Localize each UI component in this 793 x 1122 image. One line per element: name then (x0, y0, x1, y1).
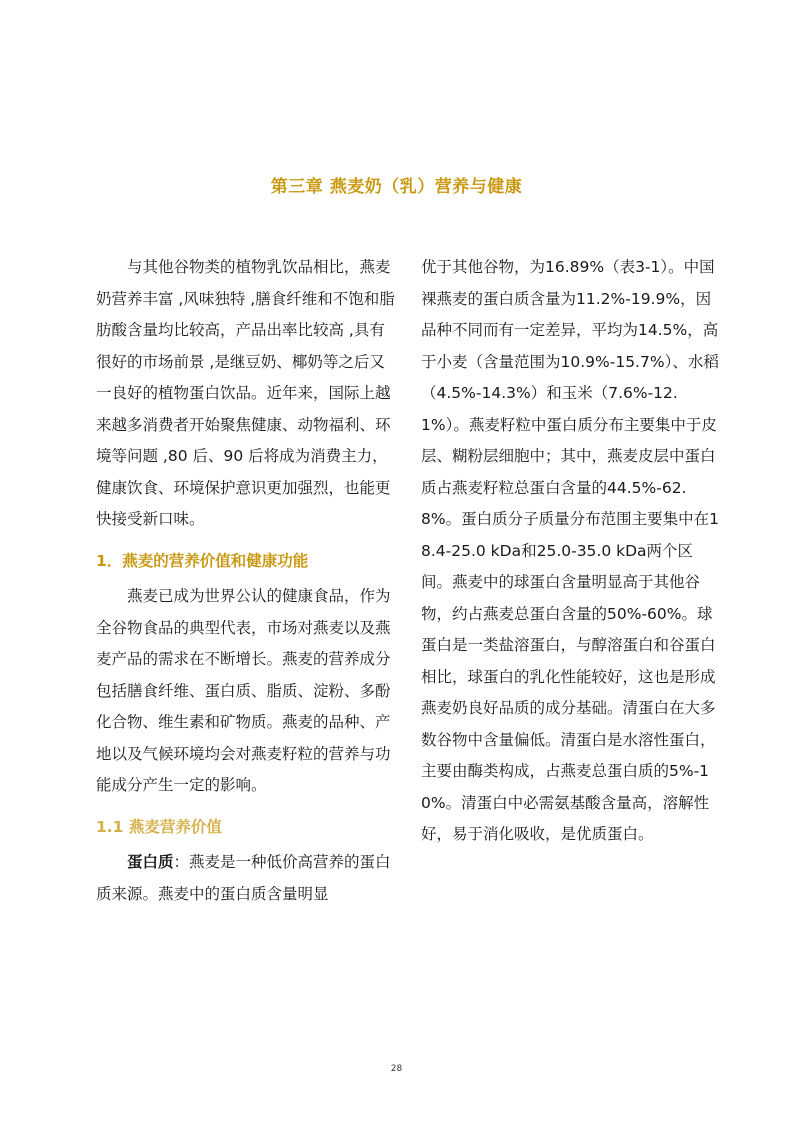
protein-term: 蛋白质 (127, 853, 174, 871)
section-paragraph: 燕麦已成为世界公认的健康食品，作为全谷物食品的典型代表，市场对燕麦以及燕麦产品的需求在不断增长。燕麦的营养成分包括膳食纤维、蛋白质、脂质、淀粉、多酚化合物、维生素和矿物质。燕麦的品种、产地以及气候环境均会对燕麦籽粒的营养与功能成分产生一定的影响。 (96, 587, 391, 794)
chapter-title: 第三章 燕麦奶（乳）营养与健康 (270, 177, 523, 197)
protein-paragraph (96, 847, 396, 910)
left-column (96, 252, 396, 910)
protein-continued-paragraph: 优于其他谷物，为16.89%（表3-1）。中国裸燕麦的蛋白质含量为11.2%-19.9%，因品种不同而有一定差异，平均为14.5%，高于小麦（含量范围为10.9%-15.7%）、水稻（4.5%-14.3%）和玉米（7.6%-12.1%）。燕麦籽粒中蛋白质分布主要集中于皮层、糊粉层细胞中；其中，燕麦皮层中蛋白质占燕麦籽粒总蛋白含量的44.5%-62.8%。蛋白质分子质量分布范围主要集中在18.4-25.0 kDa和25.0-35.0 kDa两个区间。燕麦中的球蛋白含量明显高于其他谷物，约占燕麦总蛋白含量的50%-60%。球蛋白是一类盐溶蛋白，与醇溶蛋白和谷蛋白相比，球蛋白的乳化性能较好，这也是形成燕麦奶良好品质的成分基础。清蛋白在大多数谷物中含量偏低。清蛋白是水溶性蛋白，主要由酶类构成，占燕麦总蛋白质的5%-10%。清蛋白中必需氨基酸含量高，溶解性好，易于消化吸收，是优质蛋白。 (421, 258, 719, 843)
page-number: 28 (390, 1064, 403, 1074)
protein-text: ：燕麦是一种低价高营养的蛋白质来源。燕麦中的蛋白质含量明显 (96, 853, 391, 903)
right-column (421, 252, 721, 851)
subsection-heading: 1.1 燕麦营养价值 (96, 817, 222, 836)
section-heading: 1．燕麦的营养价值和健康功能 (96, 551, 309, 570)
intro-paragraph: 与其他谷物类的植物乳饮品相比，燕麦奶营养丰富 ,风味独特 ,膳食纤维和不饱和脂肪酸含量均比较高，产品出率比较高 ,具有很好的市场前景 ,是继豆奶、椰奶等之后又一良好的植物蛋白饮品。近年来，国际上越来越多消费者开始聚焦健康、动物福利、环境等问题 ,80 后、90 后将成为消费主力，健康饮食、环境保护意识更加强烈，也能更快接受新口味。 (96, 258, 395, 528)
